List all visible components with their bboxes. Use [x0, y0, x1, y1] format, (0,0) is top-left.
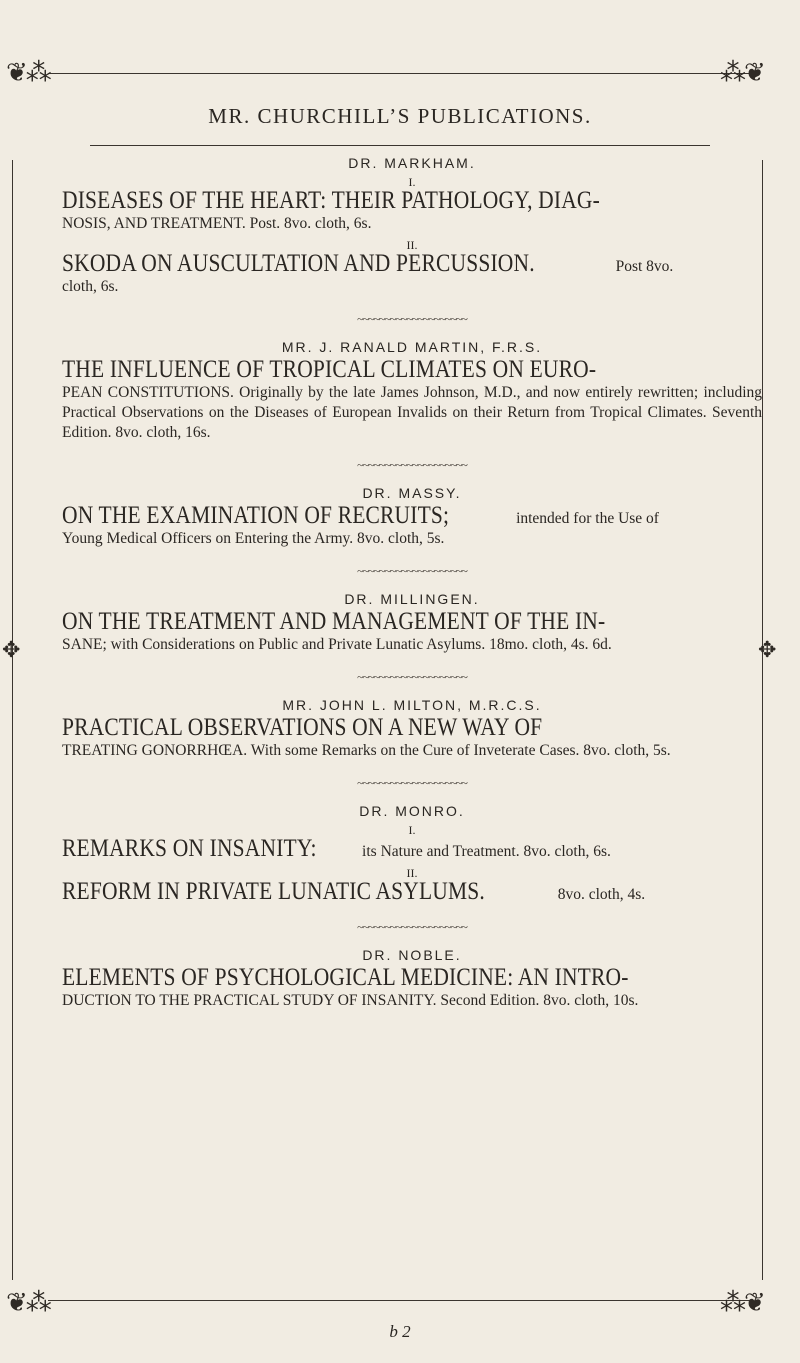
- book-title-tail: its Nature and Treatment. 8vo. cloth, 6s.: [358, 843, 611, 860]
- book-title: ON THE EXAMINATION OF RECRUITS;: [62, 502, 450, 529]
- right-side-ornament-icon: ✥: [758, 638, 775, 663]
- header-underline-rule: [90, 145, 710, 146]
- section-divider: ~~~~~~~~~~~~~~~~~~~~: [357, 670, 467, 684]
- top-border-rule: [48, 73, 752, 74]
- author-heading: DR. MILLINGEN.: [344, 591, 480, 607]
- book-description: TREATING GONORRHŒA. With some Remarks on the Cure of Inveterate Cases. 8vo. cloth, 5s.: [62, 742, 671, 759]
- author-heading: DR. MONRO.: [359, 803, 465, 819]
- book-entry: [62, 880, 762, 905]
- section-divider: ~~~~~~~~~~~~~~~~~~~~: [357, 312, 467, 326]
- catalogue-section: [62, 339, 762, 443]
- author-heading: MR. JOHN L. MILTON, M.R.C.S.: [282, 697, 542, 713]
- top-right-flourish-icon: ⁂❦: [720, 58, 764, 88]
- book-description: NOSIS, AND TREATMENT. Post. 8vo. cloth, 6s.: [62, 215, 372, 232]
- right-border-line: [762, 160, 763, 1280]
- bottom-left-flourish-icon: ❦⁂: [6, 1288, 50, 1318]
- book-title: THE INFLUENCE OF TROPICAL CLIMATES ON EURO-: [62, 356, 597, 383]
- author-heading: MR. J. RANALD MARTIN, F.R.S.: [281, 339, 543, 355]
- book-title: SKODA ON AUSCULTATION AND PERCUSSION.: [62, 250, 535, 277]
- bottom-border-rule: [48, 1300, 752, 1301]
- left-side-ornament-icon: ✥: [2, 638, 19, 663]
- book-title: REMARKS ON INSANITY:: [62, 835, 317, 862]
- entry-numeral: II.: [406, 238, 418, 252]
- section-divider: ~~~~~~~~~~~~~~~~~~~~: [357, 776, 467, 790]
- section-divider: ~~~~~~~~~~~~~~~~~~~~: [357, 564, 467, 578]
- book-description: Young Medical Officers on Entering the Army. 8vo. cloth, 5s.: [62, 530, 445, 547]
- author-heading: DR. MARKHAM.: [348, 155, 476, 171]
- catalogue-content: [62, 155, 762, 1011]
- book-entry: [62, 358, 762, 443]
- catalogue-section: [62, 947, 762, 1011]
- section-divider: ~~~~~~~~~~~~~~~~~~~~: [357, 920, 467, 934]
- book-entry: [62, 716, 762, 761]
- book-entry: [62, 837, 762, 862]
- catalogue-section: [62, 485, 762, 549]
- catalogue-section: [62, 697, 762, 761]
- section-divider: ~~~~~~~~~~~~~~~~~~~~: [357, 458, 467, 472]
- book-description: PEAN CONSTITUTIONS. Originally by the late James Johnson, M.D., and now entirely rewritten; including Practical Observations on the Diseases of European Invalids on their Return from Tropical Climates. Seventh Edition. 8vo. cloth, 16s.: [62, 384, 762, 441]
- catalogue-section: [62, 155, 762, 297]
- book-entry: [62, 504, 762, 549]
- running-head: MR. CHURCHILL’S PUBLICATIONS.: [208, 104, 592, 128]
- catalogue-section: [62, 803, 762, 905]
- book-entry: [62, 610, 762, 655]
- book-title-tail: Post 8vo.: [611, 258, 674, 275]
- book-title: ON THE TREATMENT AND MANAGEMENT OF THE IN-: [62, 608, 606, 635]
- entry-numeral: I.: [408, 175, 416, 189]
- book-entry: [62, 189, 762, 234]
- entry-numeral: I.: [408, 823, 416, 837]
- book-title-tail: intended for the Use of: [512, 510, 659, 527]
- author-heading: DR. NOBLE.: [362, 947, 462, 963]
- book-entry: [62, 252, 762, 297]
- book-title: DISEASES OF THE HEART: THEIR PATHOLOGY, DIAG-: [62, 187, 600, 214]
- book-title: ELEMENTS OF PSYCHOLOGICAL MEDICINE: AN INTRO-: [62, 964, 629, 991]
- book-title: REFORM IN PRIVATE LUNATIC ASYLUMS.: [62, 878, 485, 905]
- book-description: cloth, 6s.: [62, 278, 119, 295]
- top-left-flourish-icon: ❦⁂: [6, 58, 50, 88]
- left-border-line: [12, 160, 13, 1280]
- book-description: DUCTION TO THE PRACTICAL STUDY OF INSANITY. Second Edition. 8vo. cloth, 10s.: [62, 992, 639, 1009]
- bottom-right-flourish-icon: ⁂❦: [720, 1288, 764, 1318]
- catalogue-section: [62, 591, 762, 655]
- book-entry: [62, 966, 762, 1011]
- entry-numeral: II.: [406, 866, 418, 880]
- book-title: PRACTICAL OBSERVATIONS ON A NEW WAY OF: [62, 714, 543, 741]
- signature-mark: b 2: [389, 1322, 411, 1341]
- book-title-tail: 8vo. cloth, 4s.: [553, 886, 646, 903]
- book-description: SANE; with Considerations on Public and Private Lunatic Asylums. 18mo. cloth, 4s. 6d.: [62, 636, 612, 653]
- author-heading: DR. MASSY.: [362, 485, 462, 501]
